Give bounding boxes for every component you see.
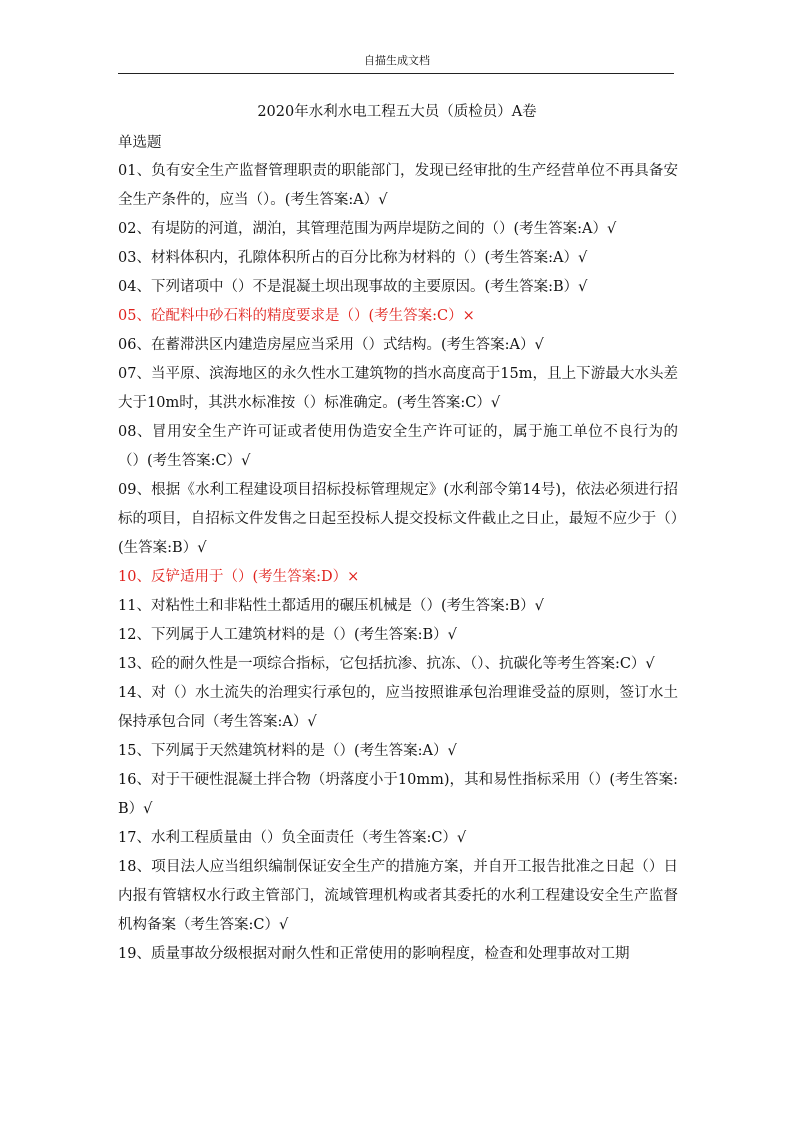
question-item: 01、负有安全生产监督管理职责的职能部门，发现已经审批的生产经营单位不再具备安全生产条件的，应当（）。(考生答案:A）√ xyxy=(118,163,678,208)
page-header: 自描生成文档 xyxy=(364,54,430,67)
question-item: 12、下列属于人工建筑材料的是（）(考生答案:B）√ xyxy=(118,627,457,643)
section-heading: 单选题 xyxy=(118,135,162,151)
question-item: 02、有堤防的河道，湖泊，其管理范围为两岸堤防之间的（）(考生答案:A）√ xyxy=(118,221,617,237)
question-item: 06、在蓄滞洪区内建造房屋应当采用（）式结构。(考生答案:A）√ xyxy=(118,337,544,353)
question-item: 08、冒用安全生产许可证或者使用伪造安全生产许可证的，属于施工单位不良行为的（）(考生答案:C）√ xyxy=(118,424,678,469)
question-item: 03、材料体积内，孔隙体积所占的百分比称为材料的（）(考生答案:A）√ xyxy=(118,250,588,266)
question-item: 16、对于干硬性混凝土拌合物（坍落度小于10mm)，其和易性指标采用（）(考生答案:B）√ xyxy=(118,772,678,817)
document-title: 2020年水利水电工程五大员（质检员）A卷 xyxy=(257,104,537,120)
question-item: 14、对（）水土流失的治理实行承包的，应当按照谁承包治理谁受益的原则，签订水土保持承包合同（考生答案:A）√ xyxy=(118,685,678,730)
question-item: 18、项目法人应当组织编制保证安全生产的措施方案，并自开工报告批准之日起（）日内报有管辖权水行政主管部门，流域管理机构或者其委托的水利工程建设安全生产监督机构备案（考生答案:C）√ xyxy=(118,859,678,933)
question-item: 19、质量事故分级根据对耐久性和正常使用的影响程度，检查和处理事故对工期 xyxy=(118,946,630,962)
question-item: 05、砼配料中砂石料的精度要求是（）(考生答案:C）× xyxy=(118,308,475,324)
question-list xyxy=(118,157,678,969)
question-item: 07、当平原、滨海地区的永久性水工建筑物的挡水高度高于15m，且上下游最大水头差大于10m时，其洪水标准按（）标准确定。(考生答案:C）√ xyxy=(118,366,678,411)
question-item: 04、下列诸项中（）不是混凝土坝出现事故的主要原因。(考生答案:B）√ xyxy=(118,279,588,295)
question-item: 15、下列属于天然建筑材料的是（）(考生答案:A）√ xyxy=(118,743,457,759)
question-item: 17、水利工程质量由（）负全面责任（考生答案:C）√ xyxy=(118,830,467,846)
question-item: 10、反铲适用于（）(考生答案:D）× xyxy=(118,569,360,585)
header-divider xyxy=(118,73,674,74)
question-item: 11、对粘性土和非粘性土都适用的碾压机械是（）(考生答案:B）√ xyxy=(118,598,544,614)
question-item: 09、根据《水利工程建设项目招标投标管理规定》(水利部令第14号)，依法必须进行招标的项目，自招标文件发售之日起至投标人提交投标文件截止之日止，最短不应少于（）(生答案:B）√ xyxy=(118,482,678,556)
question-item: 13、砼的耐久性是一项综合指标，它包括抗渗、抗冻、（）、抗碳化等考生答案:C）√ xyxy=(118,656,655,672)
